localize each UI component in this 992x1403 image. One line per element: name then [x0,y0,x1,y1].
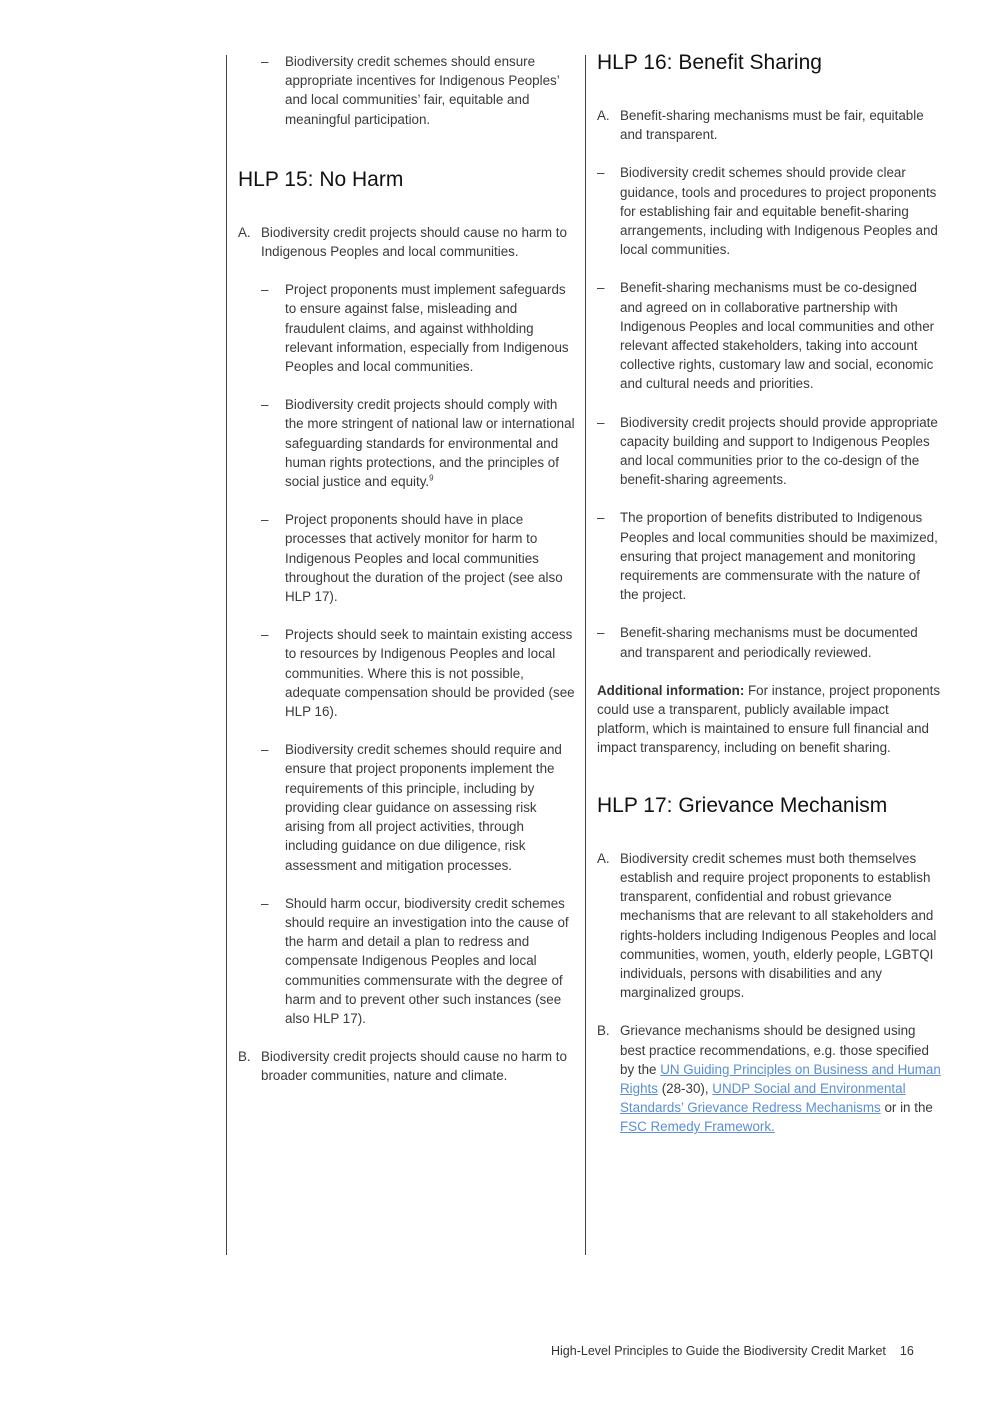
footnote-ref[interactable]: 9 [429,473,434,483]
hlp15-bullet-4: – Projects should seek to maintain existing access to resources by Indigenous Peoples and local communities. Where this is not possible, adequate compensation should be provided (see HLP 16). [261,627,575,720]
hlp16-point-a: A. Benefit-sharing mechanisms must be fair, equitable and transparent. [597,108,924,143]
hlp15-bullet-5: – Biodiversity credit schemes should require and ensure that project proponents implement the requirements of this principle, including by providing clear guidance on assessing risk arising from all project activities, through including guidance on due diligence, risk assessment and mitigation processes. [261,742,562,873]
hlp15-bullet-3: – Project proponents should have in place processes that actively monitor for harm to Indigenous Peoples and local communities throughout the duration of the project (see also HLP 17). [261,512,563,605]
hlp15-bullet-2: – Biodiversity credit projects should comply with the more stringent of national law or international safeguarding standards for environmental and human rights protections, and the principles of social justice and equity.$^9$ [261,397,575,490]
footer-title: High-Level Principles to Guide the Biodiversity Credit Market [551,1344,886,1358]
hlp15-bullet-6: – Should harm occur, biodiversity credit schemes should require an investigation into the cause of the harm and detail a plan to redress and compensate Indigenous Peoples and local communities commensurate with the degree of harm and to prevent other such instances (see also HLP 17). [261,895,569,1026]
left-column-rule [226,55,227,1255]
left-column [238,50,578,1086]
hlp16-bullet-2: – Benefit-sharing mechanisms must be co-designed and agreed on in collaborative partnership with Indigenous Peoples and local communities and other relevant affected stakeholders, taking into account collective rights, customary law and social, economic and cultural needs and priorities. [597,280,935,392]
hlp16-bullet-4: – The proportion of benefits distributed to Indigenous Peoples and local communities should be maximized, ensuring that project management and monitoring requirements are commensurate with the nature of the project. [597,510,938,603]
fsc-remedy-framework-link[interactable]: FSC Remedy Framework. [620,1119,775,1135]
page-number: 16 [899,1344,914,1358]
hlp15-point-a: A. Biodiversity credit projects should cause no harm to Indigenous Peoples and local communities. [238,224,567,260]
un-guiding-principles-link[interactable]: UN Guiding Principles on Business and Human Rights [620,1061,941,1096]
undp-grievance-link[interactable]: UNDP Social and Environmental Standards’ Grievance Redress Mechanisms [620,1080,906,1116]
hlp16-bullet-3: – Biodiversity credit projects should provide appropriate capacity building and support to Indigenous Peoples and local communities prior to the co-design of the benefit-sharing agreements. [597,414,938,488]
hlp16-heading: HLP 16: Benefit Sharing [597,51,822,74]
right-column-rule [585,55,586,1255]
hlp17-point-a: A. Biodiversity credit schemes must both themselves establish and require project proponents to establish transparent, confidential and robust grievance mechanisms that are relevant to all stakeholders and rights-holders including Indigenous Peoples and local communities, women, youth, elderly people, LGBTQI individuals, persons with disabilities and any marginalized groups. [597,850,937,1001]
hlp15-point-b: B. Biodiversity credit projects should cause no harm to broader communities, nature and climate. [238,1049,567,1084]
hlp15-bullet-1: – Project proponents must implement safeguards to ensure against false, misleading and fraudulent claims, and against withholding relevant information, especially from Indigenous Peoples and local communities. [261,282,569,375]
right-column [597,50,942,1137]
page-footer [551,1344,914,1358]
hlp16-bullet-5: – Benefit-sharing mechanisms must be documented and transparent and periodically reviewed. [597,625,918,660]
hlp17-point-b: B. Grievance mechanisms should be designed using best practice recommendations, e.g. those specified by the UN Guiding Principles on Business and Human Rights (28-30), UNDP Social and Environmental Standards’ Grievance Redress Mechanisms or in the FSC Remedy Framework. [597,1023,941,1135]
intro-bullet: – Biodiversity credit schemes should ensure appropriate incentives for Indigenous Peoples’ and local communities’ fair, equitable and meaningful participation. [261,54,560,127]
hlp16-bullet-1: – Biodiversity credit schemes should provide clear guidance, tools and procedures to project proponents for establishing fair and equitable benefit-sharing arrangements, including with Indigenous Peoples and local communities. [597,165,938,258]
hlp17-heading: HLP 17: Grievance Mechanism [597,793,888,817]
hlp16-additional-info: Additional information: For instance, project proponents could use a transparent, publicly available impact platform, which is maintained to ensure full financial and impact transparency, including on benefit sharing. [597,682,941,756]
hlp15-heading: HLP 15: No Harm [238,167,404,191]
